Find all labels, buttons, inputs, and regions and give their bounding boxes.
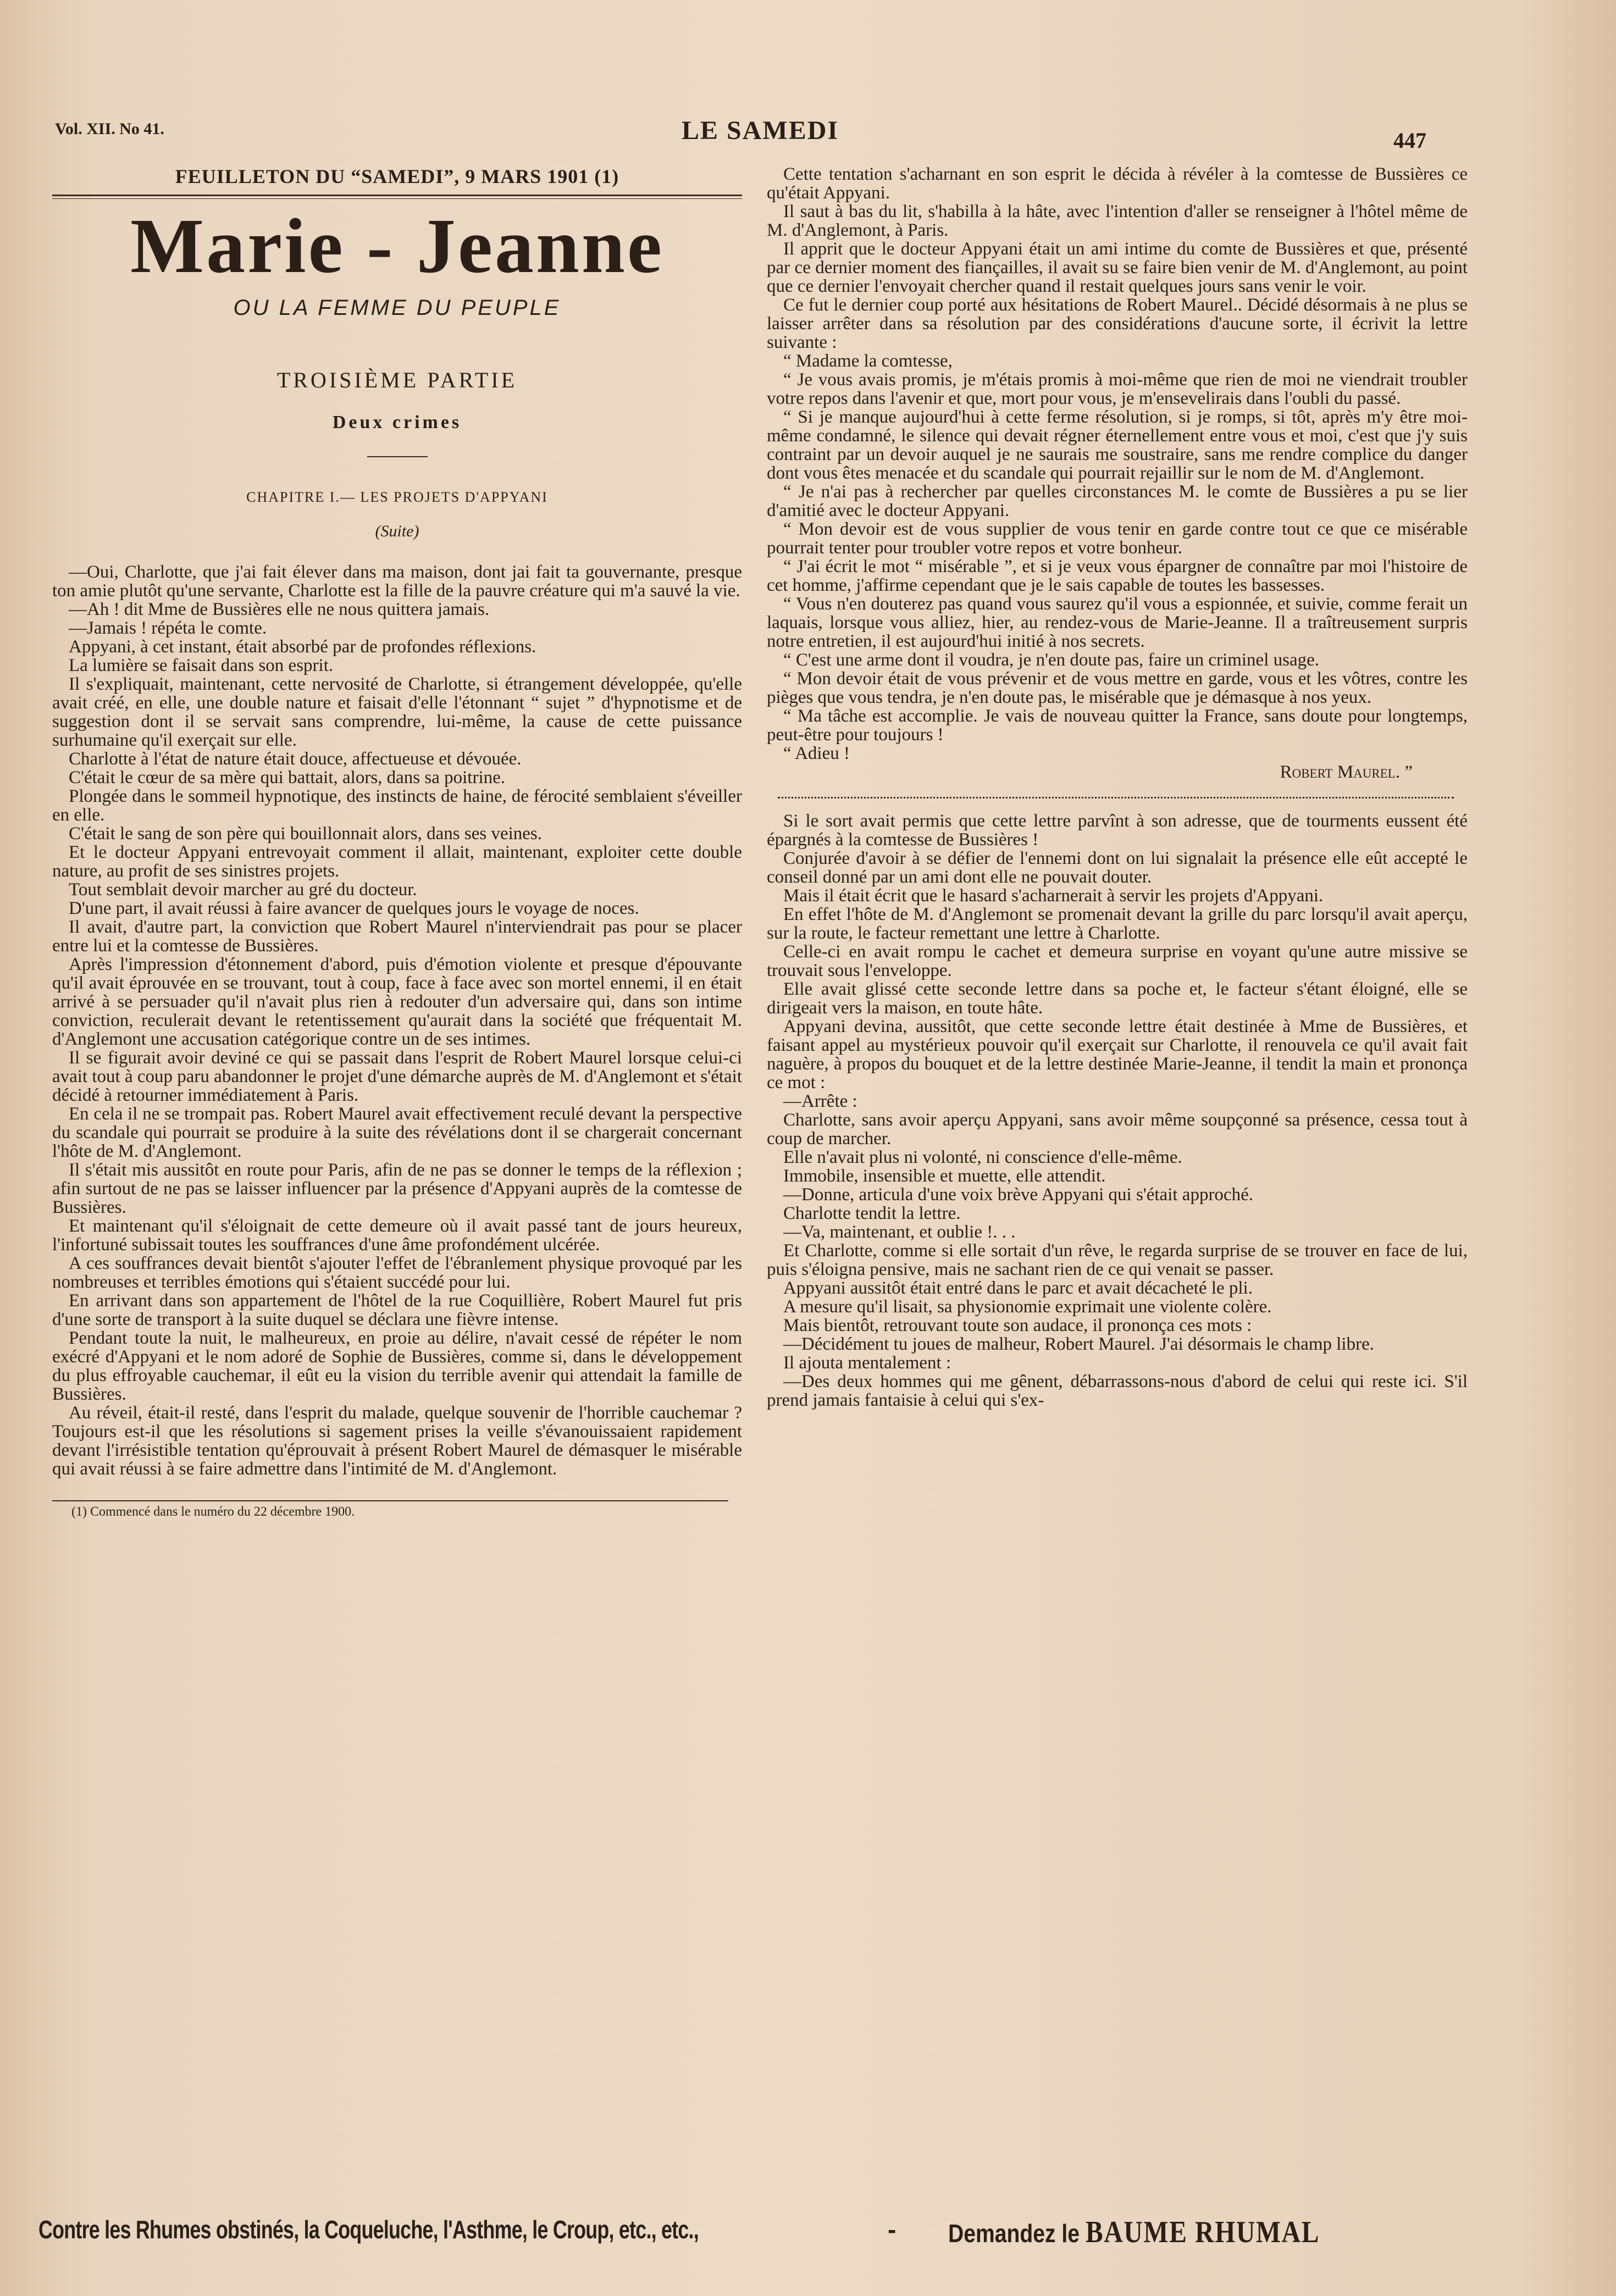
paragraph: En arrivant dans son appartement de l'hôtel de la rue Coquillière, Robert Maurel fut pris d'une sorte de transport à la suite duquel se déclara une fièvre intense. — [52, 1291, 742, 1329]
paragraph: “ Mon devoir était de vous prévenir et de vous mettre en garde, vous et les vôtres, contre les pièges que vous tendra, je n'en doute pas, le misérable que je démasque à nos yeux. — [767, 669, 1468, 707]
newspaper-title: LE SAMEDI — [682, 116, 839, 145]
suite-label: (Suite) — [375, 522, 419, 540]
paragraph: “ J'ai écrit le mot “ misérable ”, et si je veux vous épargner de connaître par moi l'histoire de cet homme, j'affirme cependant que je le sais capable de toutes les bassesses. — [767, 557, 1468, 595]
part-subtitle: Deux crimes — [332, 412, 462, 432]
page-number: 447 — [1393, 128, 1426, 153]
paragraph: A mesure qu'il lisait, sa physionomie exprimait une violente colère. — [783, 1297, 1272, 1317]
paragraph: Il se figurait avoir deviné ce qui se passait dans l'esprit de Robert Maurel lorsque celui-ci avait tout à coup paru abandonner le projet d'une démarche auprès de M. d'Anglemont et s'était décidé à retourner immédiatement à Paris. — [52, 1048, 742, 1105]
paragraph: “ Je n'ai pas à rechercher par quelles circonstances M. le comte de Bussières a pu se lier d'amitié avec le docteur Appyani. — [767, 482, 1468, 520]
paragraph: Tout semblait devoir marcher au gré du docteur. — [69, 880, 417, 900]
paragraph: Et maintenant qu'il s'éloignait de cette demeure où il avait passé tant de jours heureux, l'infortuné subissait toutes les souffrances d'une âme profondément ulcérée. — [52, 1216, 742, 1255]
advertisement-banner — [38, 2215, 1446, 2253]
paragraph: Ce fut le dernier coup porté aux hésitations de Robert Maurel.. Décidé désormais à ne plus se laisser arrêter dans sa résolution par des considérations d'aucune sorte, il écrivit la lettre suivante : — [767, 295, 1468, 352]
paragraph: —Des deux hommes qui me gênent, débarrassons-nous d'abord de celui qui reste ici. S'il prend jamais fantaisie à celui qui s'ex- — [767, 1372, 1468, 1410]
paragraph: A ces souffrances devait bientôt s'ajouter l'effet de l'ébranlement physique provoqué par les nombreuses et terribles émotions qui s'étaient succédé pour lui. — [52, 1254, 742, 1292]
paragraph: —Arrête : — [783, 1091, 857, 1111]
dotted-separator — [778, 797, 1454, 798]
paragraph: —Donne, articula d'une voix brève Appyani qui s'était approché. — [783, 1185, 1253, 1205]
paragraph: En cela il ne se trompait pas. Robert Maurel avait effectivement reculé devant la perspective du scandale qui pourrait se produire à la suite des révélations dont il se chargerait concernant l'hôte de M. d'Anglemont. — [52, 1104, 742, 1161]
paragraph: Au réveil, était-il resté, dans l'esprit du malade, quelque souvenir de l'horrible cauchemar ? Toujours est-il que les résolutions si sagement prises la veille s'évanouissaient rapidement devant l'irrésistible tentation qu'éprouvait à présent Robert Maurel de démasquer le misérable qui avait réussi à se faire admettre dans l'intimité de M. d'Anglemont. — [52, 1403, 742, 1479]
paragraph: Celle-ci en avait rompu le cachet et demeura surprise en voyant qu'une autre missive se trouvait sous l'enveloppe. — [767, 942, 1468, 980]
paragraph: C'était le sang de son père qui bouillonnait alors, dans ses veines. — [69, 824, 543, 844]
paragraph: Il s'expliquait, maintenant, cette nervosité de Charlotte, si étrangement développée, qu'elle avait créé, en elle, une double nature et faisait d'elle l'étonnant “ sujet ” d'hypnotisme et de suggestion dont il se servait sans comprendre, lui-même, la cause de cette puissance surhumaine qu'il exerçait sur elle. — [52, 674, 742, 750]
divider — [367, 456, 428, 457]
paragraph: “ C'est une arme dont il voudra, je n'en doute pas, faire un criminel usage. — [783, 650, 1319, 670]
paragraph: “ Adieu ! — [783, 744, 850, 763]
paragraph: Charlotte tendit la lettre. — [783, 1204, 961, 1223]
left-article-text — [52, 563, 742, 1478]
paragraph: “ Si je manque aujourd'hui à cette ferme résolution, si je romps, si tôt, après m'y être moi-même condamné, le silence qui devait régner éternellement entre vous et moi, c'est que j'y suis contraint par un devoir auquel je ne saurais me soustraire, sans me rendre complice du danger dont vous êtes menacée et du scandale qui pourrait rejaillir sur le nom de M. d'Anglemont. — [767, 407, 1468, 483]
paragraph: Après l'impression d'étonnement d'abord, puis d'émotion violente et presque d'épouvante qu'il avait éprouvée en se trouvant, tout à coup, face à face avec son mortel ennemi, il en était arrivé à se persuader qu'il n'avait plus rien à redouter d'un adversaire qui, dans son intime conviction, reculerait devant le retentissement qu'aurait dans la société que fréquentait M. d'Anglemont une accusation catégorique contre un de ses intimes. — [52, 955, 742, 1049]
footnote-rule — [52, 1500, 728, 1501]
paragraph: Charlotte à l'état de nature était douce, affectueuse et dévouée. — [69, 749, 522, 769]
paragraph: D'une part, il avait réussi à faire avancer de quelques jours le voyage de noces. — [69, 899, 639, 918]
paragraph: Il ajouta mentalement : — [783, 1353, 951, 1373]
paragraph: Appyani devina, aussitôt, que cette seconde lettre était destinée à Mme de Bussières, et faisant appel au mystérieux pouvoir qu'il exerçait sur Charlotte, il renouvela ce qu'il avait fait naguère, à propos du bouquet et de la lettre destinée Marie-Jeanne, il tendit la main et prononça ce mot : — [767, 1017, 1468, 1092]
ad-prefix: Demandez le — [948, 2219, 1080, 2248]
right-article-text-letter — [767, 165, 1468, 763]
ad-text-right — [948, 2215, 1320, 2250]
part-title: TROISIÈME PARTIE — [276, 368, 518, 392]
paragraph: “ Mon devoir est de vous supplier de vous tenir en garde contre tout ce que ce misérable pourrait tenter pour troubler votre repos et votre bonheur. — [767, 519, 1468, 558]
paragraph: “ Ma tâche est accomplie. Je vais de nouveau quitter la France, sans doute pour longtemps, peut-être pour toujours ! — [767, 706, 1468, 745]
paragraph: —Oui, Charlotte, que j'ai fait élever dans ma maison, dont jai fait ta gouvernante, presque ton amie plutôt qu'une servante, Charlotte est la fille de la pauvre créature qui m'a sauvé la vie. — [52, 562, 742, 601]
paragraph: “ Je vous avais promis, je m'étais promis à moi-même que rien de moi ne viendrait troubler votre repos dans l'avenir et que, mort pour vous, je m'ensevelirais dans l'oubli du passé. — [767, 370, 1468, 408]
paragraph: Et Charlotte, comme si elle sortait d'un rêve, le regarda surprise de se trouver en face de lui, puis s'éloigna pensive, mais ne sachant rien de ce qui venait se passer. — [767, 1241, 1468, 1279]
novel-subtitle: OU LA FEMME DU PEUPLE — [233, 296, 561, 320]
paragraph: Appyani aussitôt était entré dans le parc et avait décacheté le pli. — [783, 1278, 1253, 1298]
paragraph: Il saut à bas du lit, s'habilla à la hâte, avec l'intention d'aller se renseigner à l'hôtel même de M. d'Anglemont, à Paris. — [767, 202, 1468, 240]
paragraph: “ Madame la comtesse, — [783, 351, 953, 371]
paragraph: Cette tentation s'acharnant en son esprit le décida à révéler à la comtesse de Bussières ce qu'était Appyani. — [767, 164, 1468, 203]
paragraph: Si le sort avait permis que cette lettre parvînt à son adresse, que de tourments eussent été épargnés à la comtesse de Bussières ! — [767, 811, 1468, 850]
paragraph: Appyani, à cet instant, était absorbé par de profondes réflexions. — [69, 637, 536, 657]
paragraph: Charlotte, sans avoir aperçu Appyani, sans avoir même soupçonné sa présence, cessa tout à coup de marcher. — [767, 1110, 1468, 1149]
ad-text-left: Contre les Rhumes obstinés, la Coqueluche, l'Asthme, le Croup, etc., etc., — [38, 2215, 699, 2244]
paragraph: Plongée dans le sommeil hypnotique, des instincts de haine, de férocité semblaient s'éveiller en elle. — [52, 786, 742, 825]
paragraph: En effet l'hôte de M. d'Anglemont se promenait devant la grille du parc lorsqu'il avait aperçu, sur la route, le facteur remettant une lettre à Charlotte. — [767, 905, 1468, 943]
left-column — [52, 165, 742, 1519]
paragraph: Et le docteur Appyani entrevoyait comment il allait, maintenant, exploiter cette double nature, au profit de ses sinistres projets. — [52, 842, 742, 881]
chapter-heading: CHAPITRE I.— LES PROJETS D'APPYANI — [246, 489, 548, 505]
right-column — [767, 165, 1468, 1410]
double-rule — [52, 195, 742, 199]
paragraph: Il avait, d'autre part, la conviction que Robert Maurel n'interviendrait pas pour se placer entre lui et la comtesse de Bussières. — [52, 917, 742, 956]
paragraph: —Ah ! dit Mme de Bussières elle ne nous quittera jamais. — [69, 600, 490, 619]
paragraph: Il apprit que le docteur Appyani était un ami intime du comte de Bussières et que, présenté par ce dernier moment des fiançailles, il avait su se faire bien venir de M. d'Anglemont, au point que ce dernier l'envoyait chercher quand il restait quelques jours sans venir le voir. — [767, 239, 1468, 296]
volume-number: Vol. XII. No 41. — [55, 120, 164, 138]
paragraph: Pendant toute la nuit, le malheureux, en proie au délire, n'avait cessé de répéter le nom exécré d'Appyani et le nom adoré de Sophie de Bussières, comme si, dans le développement du plus effroyable cauchemar, il eût eu la vision du terrible avenir qui attendait la famille de Bussières. — [52, 1328, 742, 1404]
paragraph: Elle n'avait plus ni volonté, ni conscience d'elle-même. — [783, 1147, 1182, 1167]
novel-title: Marie - Jeanne — [130, 202, 664, 289]
ad-product-name: BAUME RHUMAL — [1085, 2215, 1320, 2249]
paragraph: —Décidément tu joues de malheur, Robert Maurel. J'ai désormais le champ libre. — [783, 1334, 1374, 1354]
paragraph: Conjurée d'avoir à se défier de l'ennemi dont on lui signalait la présence elle eût accepté le conseil donné par un ami dont elle ne pouvait douter. — [767, 848, 1468, 887]
paragraph: Mais bientôt, retrouvant toute son audace, il prononça ces mots : — [783, 1316, 1252, 1335]
paragraph: Elle avait glissé cette seconde lettre dans sa poche et, le facteur s'étant éloigné, elle se dirigeait vers la maison, en toute hâte. — [767, 979, 1468, 1018]
right-article-text-continued — [767, 812, 1468, 1410]
paragraph: —Va, maintenant, et oublie !. . . — [783, 1222, 1016, 1242]
paragraph: “ Vous n'en douterez pas quand vous saurez qu'il vous a espionnée, et suivie, comme ferait un laquais, lorsque vous alliez, hier, au rendez-vous de Marie-Jeanne. Il a traîtreusement surpris notre entretien, il est aujourd'hui initié à nos secrets. — [767, 594, 1468, 651]
ad-separator: - — [888, 2215, 896, 2244]
paragraph: C'était le cœur de sa mère qui battait, alors, dans sa poitrine. — [69, 768, 506, 787]
paragraph: Immobile, insensible et muette, elle attendit. — [783, 1166, 1106, 1186]
feuilleton-heading: FEUILLETON DU “SAMEDI”, 9 MARS 1901 (1) — [175, 165, 619, 187]
paragraph: —Jamais ! répéta le comte. — [69, 618, 267, 638]
paragraph: Il s'était mis aussitôt en route pour Paris, afin de ne pas se donner le temps de la réflexion ; afin surtout de ne pas se laisser influencer par la présence d'Appyani auprès de la comtesse de Bussières. — [52, 1160, 742, 1217]
paragraph: Mais il était écrit que le hasard s'acharnerait à servir les projets d'Appyani. — [783, 886, 1324, 906]
footnote: (1) Commencé dans le numéro du 22 décembre 1900. — [71, 1505, 355, 1519]
paragraph: La lumière se faisait dans son esprit. — [69, 656, 334, 675]
letter-signature: Robert Maurel. ” — [1280, 762, 1413, 782]
